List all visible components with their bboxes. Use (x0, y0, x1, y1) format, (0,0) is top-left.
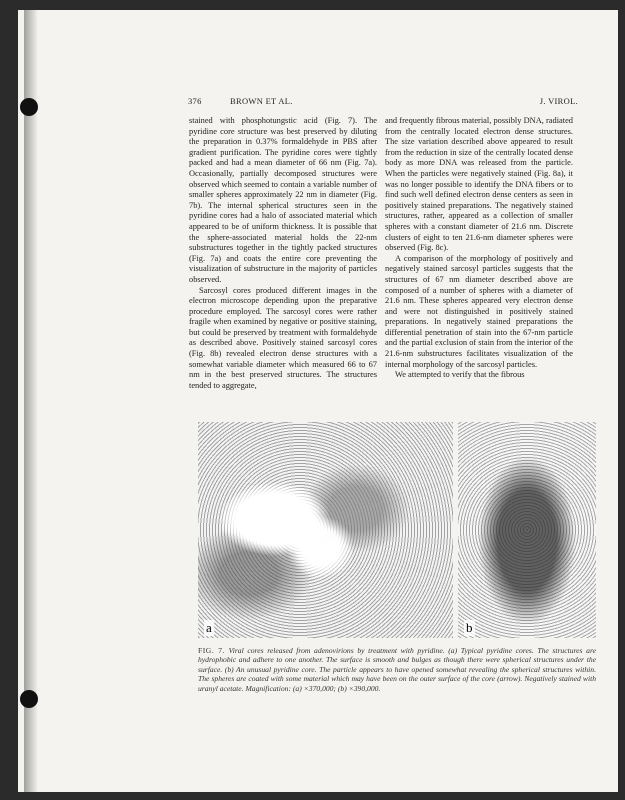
paragraph: A comparison of the morphology of positively and negatively stained sarcosyl particles suggests that the structures of 67 nm diameter described above are composed of a number of spheres with a diameter of 21.6 nm. These spheres appeared very electron dense and were not distinguished in positively stained preparations. In negatively stained preparations the differential penetration of stain into the 67-nm particle and the partial exclusion of stain from the interior of the 21.6-nm substructures facilitates visualization of the internal morphology of the sarcosyl particles. (385, 253, 573, 369)
journal-name: J. VIROL. (539, 96, 578, 106)
paragraph: and frequently fibrous material, possibly DNA, radiated from the centrally located electron dense structures. The size variation described above appeared to result from the reduction in size of the centrally located dense body as more DNA was released from the particle. When the particles were negatively stained (Fig. 8a), it was no longer possible to identify the DNA fibers or to find such well defined electron dense centers as seen in positively stained preparations. The negatively stained structures, rather, appeared as a collection of smaller spheres with a constant diameter of 21.6 nm. Discrete clusters of eight to ten 21.6-nm diameter spheres were observed (Fig. 8c). (385, 116, 573, 253)
right-column (385, 116, 573, 381)
document-page (18, 10, 618, 792)
micrograph-panel-a (198, 422, 453, 638)
panel-label-b: b (466, 620, 473, 635)
left-column (189, 116, 377, 391)
micrograph-panel-b (458, 422, 596, 638)
page-number: 376 (188, 96, 202, 106)
paragraph: We attempted to verify that the fibrous (395, 370, 525, 380)
punch-hole-bottom (20, 690, 38, 708)
paragraph: Sarcosyl cores produced different images in the electron microscope depending upon the preparative procedure employed. The sarcosyl cores were rather fragile when examined by negative or positive staining, but could be preserved by treatment with formaldehyde as described above. Positively stained sarcosyl cores (Fig. 8b) revealed electron dense structures with a somewhat variable diameter which measured 66 to 67 nm in the best preserved structures. The structures tended to aggregate, (189, 285, 377, 390)
paragraph: stained with phosphotungstic acid (Fig. 7). The pyridine core structure was best preserved by diluting the preparation in 0.37% formaldehyde in PBS after gradient purification. The pyridine cores were tightly packed and had a mean diameter of 66 nm (Fig. 7a). Occasionally, partially decomposed structures were observed which seemed to contain a variable number of smaller spheres approximately 22 nm in diameter (Fig. 7b). The internal spherical structures seen in the pyridine cores had a halo of associated material which appeared to be of uniform thickness. It is possible that the sphere-associated material holds the 22-nm substructures together in the tightly packed structures (Fig. 7a) and coats the entire core preventing the visualization of substructure in the majority of particles observed. (189, 116, 377, 284)
punch-hole-top (20, 98, 38, 116)
caption-text: Viral cores released from adenovirions by treatment with pyridine. (a) Typical pyridine cores. The structures are hydrophobic and adhere to one another. The surface is smooth and bulges as though there were spherical structures under the surface. (b) An unusual pyridine core. The particle appears to have opened somewhat revealing the spherical structures within. The spheres are coated with some material which may have been on the outer surface of the core (arrow). Negatively stained with uranyl acetate. Magnification: (a) ×370,000; (b) ×390,000. (198, 646, 597, 693)
binding-shadow (24, 10, 38, 792)
figure-caption (198, 646, 596, 693)
running-authors: BROWN ET AL. (230, 96, 293, 106)
panel-label-a: a (206, 620, 212, 635)
caption-number: FIG. 7. (198, 646, 225, 655)
